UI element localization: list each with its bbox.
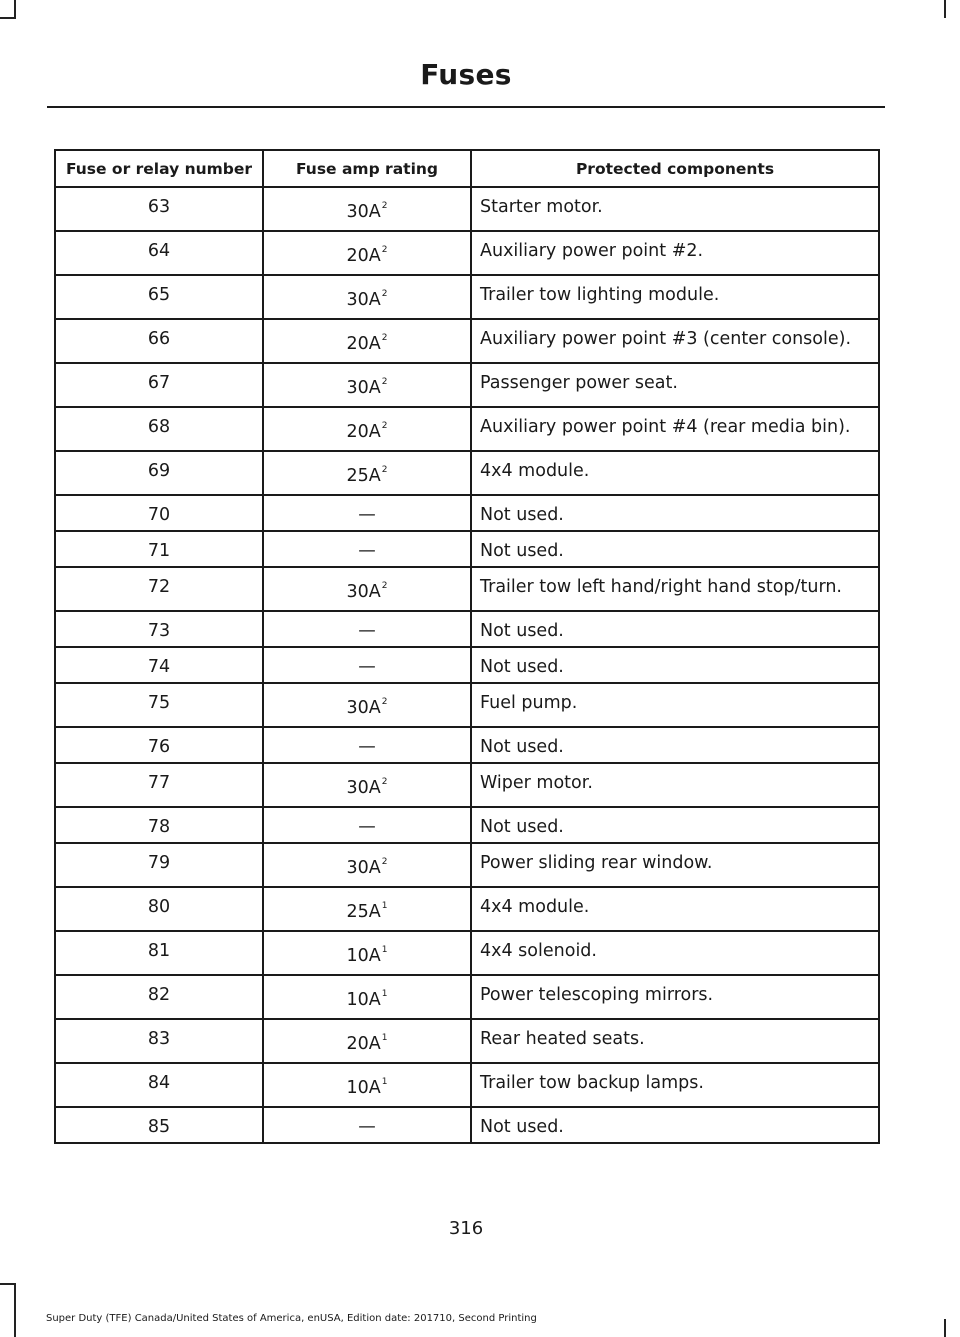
amp-rating-cell	[263, 1063, 471, 1107]
table-row	[55, 531, 879, 567]
protected-component-cell: Not used.	[471, 647, 879, 683]
amp-rating-cell	[263, 647, 471, 683]
table-row	[55, 407, 879, 451]
amp-rating-value: —	[358, 621, 376, 641]
amp-rating-value: 25A	[346, 466, 381, 486]
protected-component-cell: Trailer tow backup lamps.	[471, 1063, 879, 1107]
amp-rating-cell	[263, 931, 471, 975]
amp-rating-value: —	[358, 1117, 376, 1137]
table-row	[55, 495, 879, 531]
table-row	[55, 1019, 879, 1063]
fuse-number-cell: 67	[55, 363, 263, 407]
protected-component-cell: 4x4 solenoid.	[471, 931, 879, 975]
fuse-number-cell: 72	[55, 567, 263, 611]
protected-component-cell: Auxiliary power point #4 (rear media bin).	[471, 407, 879, 451]
amp-rating-value: 20A	[346, 1034, 381, 1054]
protected-component-cell: Trailer tow left hand/right hand stop/turn.	[471, 567, 879, 611]
fuse-number-cell: 79	[55, 843, 263, 887]
fuse-number-cell: 64	[55, 231, 263, 275]
amp-rating-cell	[263, 1019, 471, 1063]
footer-edition-info: Super Duty (TFE) Canada/United States of America, enUSA, Edition date: 201710, Second Printing	[46, 1313, 537, 1324]
fuse-number-cell: 70	[55, 495, 263, 531]
table-header-row	[55, 150, 879, 187]
header-fuse-number: Fuse or relay number	[55, 150, 263, 187]
table-row	[55, 931, 879, 975]
crop-mark-bottom-left	[14, 1283, 16, 1337]
amp-rating-value: 10A	[346, 990, 381, 1010]
footnote-marker: 2	[381, 201, 388, 211]
fuse-number-cell: 69	[55, 451, 263, 495]
amp-rating-cell	[263, 231, 471, 275]
fuse-number-cell: 85	[55, 1107, 263, 1143]
fuse-number-cell: 66	[55, 319, 263, 363]
crop-mark-top-right	[944, 0, 946, 18]
protected-component-cell: Not used.	[471, 807, 879, 843]
amp-rating-value: 20A	[346, 334, 381, 354]
table-row	[55, 647, 879, 683]
amp-rating-value: 30A	[346, 698, 381, 718]
protected-component-cell: Trailer tow lighting module.	[471, 275, 879, 319]
table-row	[55, 843, 879, 887]
protected-component-cell: Auxiliary power point #3 (center console).	[471, 319, 879, 363]
amp-rating-cell	[263, 683, 471, 727]
protected-component-cell: Passenger power seat.	[471, 363, 879, 407]
amp-rating-cell	[263, 843, 471, 887]
amp-rating-value: 30A	[346, 202, 381, 222]
amp-rating-cell	[263, 531, 471, 567]
footnote-marker: 2	[381, 333, 388, 343]
crop-mark-bottom-right	[944, 1319, 946, 1337]
protected-component-cell: Not used.	[471, 1107, 879, 1143]
amp-rating-cell	[263, 887, 471, 931]
protected-component-cell: Not used.	[471, 611, 879, 647]
protected-component-cell: Not used.	[471, 531, 879, 567]
table-row	[55, 187, 879, 231]
table-row	[55, 1107, 879, 1143]
title-divider	[47, 106, 885, 108]
footnote-marker: 2	[381, 581, 388, 591]
crop-mark-top-left	[14, 0, 16, 18]
crop-mark-bottom-left-h	[0, 1283, 16, 1285]
fuse-number-cell: 84	[55, 1063, 263, 1107]
footnote-marker: 1	[381, 945, 388, 955]
table-row	[55, 451, 879, 495]
amp-rating-value: 20A	[346, 246, 381, 266]
fuse-table	[54, 149, 880, 1144]
header-protected-components: Protected components	[471, 150, 879, 187]
fuse-number-cell: 73	[55, 611, 263, 647]
protected-component-cell: Fuel pump.	[471, 683, 879, 727]
fuse-number-cell: 68	[55, 407, 263, 451]
amp-rating-value: —	[358, 657, 376, 677]
amp-rating-value: 25A	[346, 902, 381, 922]
footnote-marker: 2	[381, 421, 388, 431]
footnote-marker: 2	[381, 377, 388, 387]
fuse-table-body	[55, 187, 879, 1143]
amp-rating-value: 30A	[346, 378, 381, 398]
page-title: Fuses	[420, 58, 512, 91]
protected-component-cell: Not used.	[471, 727, 879, 763]
table-row	[55, 1063, 879, 1107]
amp-rating-cell	[263, 763, 471, 807]
amp-rating-cell	[263, 567, 471, 611]
fuse-number-cell: 76	[55, 727, 263, 763]
table-row	[55, 275, 879, 319]
protected-component-cell: Wiper motor.	[471, 763, 879, 807]
fuse-number-cell: 78	[55, 807, 263, 843]
amp-rating-cell	[263, 807, 471, 843]
amp-rating-value: 30A	[346, 290, 381, 310]
table-row	[55, 727, 879, 763]
footnote-marker: 1	[381, 989, 388, 999]
footnote-marker: 2	[381, 777, 388, 787]
protected-component-cell: Power telescoping mirrors.	[471, 975, 879, 1019]
table-row	[55, 231, 879, 275]
header-amp-rating: Fuse amp rating	[263, 150, 471, 187]
footnote-marker: 2	[381, 697, 388, 707]
amp-rating-value: —	[358, 817, 376, 837]
footnote-marker: 2	[381, 465, 388, 475]
table-row	[55, 683, 879, 727]
protected-component-cell: 4x4 module.	[471, 451, 879, 495]
amp-rating-value: 20A	[346, 422, 381, 442]
footnote-marker: 1	[381, 1033, 388, 1043]
amp-rating-cell	[263, 363, 471, 407]
amp-rating-cell	[263, 407, 471, 451]
fuse-number-cell: 80	[55, 887, 263, 931]
protected-component-cell: Power sliding rear window.	[471, 843, 879, 887]
footnote-marker: 1	[381, 901, 388, 911]
crop-mark-top-left-h	[0, 17, 16, 19]
amp-rating-cell	[263, 275, 471, 319]
fuse-number-cell: 75	[55, 683, 263, 727]
amp-rating-cell	[263, 975, 471, 1019]
amp-rating-value: 10A	[346, 1078, 381, 1098]
table-row	[55, 363, 879, 407]
table-row	[55, 319, 879, 363]
protected-component-cell: Auxiliary power point #2.	[471, 231, 879, 275]
amp-rating-value: 10A	[346, 946, 381, 966]
amp-rating-cell	[263, 451, 471, 495]
amp-rating-value: —	[358, 541, 376, 561]
protected-component-cell: Not used.	[471, 495, 879, 531]
amp-rating-value: —	[358, 737, 376, 757]
amp-rating-cell	[263, 611, 471, 647]
protected-component-cell: Starter motor.	[471, 187, 879, 231]
fuse-number-cell: 74	[55, 647, 263, 683]
amp-rating-value: 30A	[346, 858, 381, 878]
footnote-marker: 2	[381, 289, 388, 299]
fuse-number-cell: 83	[55, 1019, 263, 1063]
page-number: 316	[448, 1218, 484, 1239]
amp-rating-cell	[263, 727, 471, 763]
protected-component-cell: 4x4 module.	[471, 887, 879, 931]
fuse-number-cell: 81	[55, 931, 263, 975]
amp-rating-cell	[263, 495, 471, 531]
amp-rating-value: 30A	[346, 778, 381, 798]
table-row	[55, 611, 879, 647]
footnote-marker: 2	[381, 857, 388, 867]
amp-rating-cell	[263, 1107, 471, 1143]
table-row	[55, 887, 879, 931]
fuse-number-cell: 63	[55, 187, 263, 231]
footnote-marker: 2	[381, 245, 388, 255]
amp-rating-cell	[263, 187, 471, 231]
fuse-number-cell: 71	[55, 531, 263, 567]
amp-rating-cell	[263, 319, 471, 363]
fuse-number-cell: 65	[55, 275, 263, 319]
amp-rating-value: —	[358, 505, 376, 525]
table-row	[55, 763, 879, 807]
amp-rating-value: 30A	[346, 582, 381, 602]
table-row	[55, 567, 879, 611]
protected-component-cell: Rear heated seats.	[471, 1019, 879, 1063]
fuse-number-cell: 77	[55, 763, 263, 807]
table-row	[55, 975, 879, 1019]
fuse-number-cell: 82	[55, 975, 263, 1019]
footnote-marker: 1	[381, 1077, 388, 1087]
table-row	[55, 807, 879, 843]
